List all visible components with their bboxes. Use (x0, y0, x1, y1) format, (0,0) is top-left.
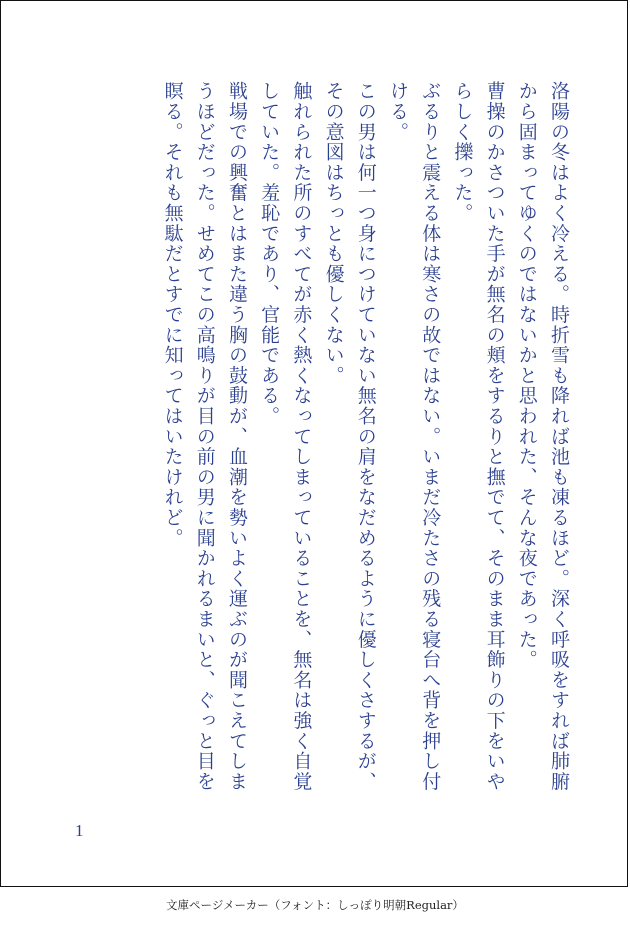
page-number: 1 (75, 821, 84, 840)
paragraph: 洛陽の冬はよく冷える。時折雪も降れば池も凍るほど。深く呼吸をすれば肺腑から固まってゆくのではないかと思われた、そんな夜であった。 (515, 81, 570, 792)
footer-caption: 文庫ページメーカー（フォント：しっぽり明朝Regular） (166, 898, 464, 912)
paragraph: この男は何一つ身につけていない無名の肩をなだめるように優しくさするが、その意図はちっとも優しくない。 (322, 81, 377, 792)
paragraph: ぶるりと震える体は寒さの故ではない。いまだ冷たさの残る寝台へ背を押し付ける。 (386, 81, 442, 792)
paragraph: 触れられた所のすべてが赤く熱くなってしまっていることを、無名は強く自覚していた。羞恥であり、官能である。 (258, 81, 313, 792)
paragraph: 戦場での興奮とはまた違う胸の鼓動が、血潮を勢いよく運ぶのが聞こえてしまうほどだった。せめてこの高鳴りが目の前の男に聞かれるまいと、ぐっと目を瞑る。それも無駄だとすでに知ってはいたけれど。 (161, 81, 248, 792)
vertical-text-body (156, 81, 575, 801)
paragraph: 曹操のかさついた手が無名の頬をするりと撫でて、そのまま耳飾りの下をいやらしく擽った。 (451, 81, 506, 792)
